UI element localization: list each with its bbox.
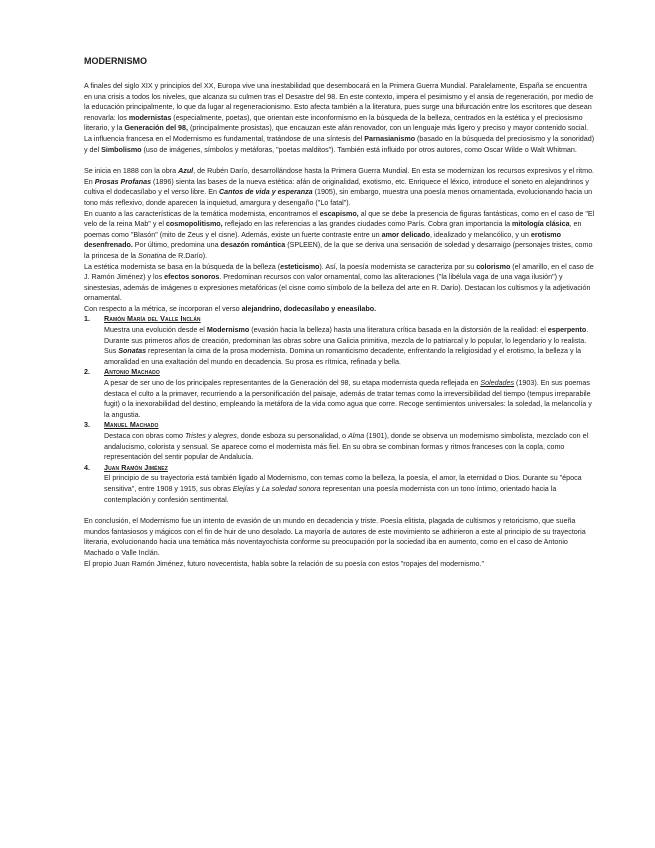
conclusion-paragraph: En conclusión, el Modernismo fue un intento de evasión de un mundo en decadencia y triste. Poesía elitista, plagada de cultismos y retoricismo, que sueña mundos fantasiosos y mágicos con el fin de huir de uno desolado. La mayoría de autores de este movimiento se adhirieron a este al principio de su trayectoria literaria, evolucionando hacia una temática más noventayochista conforme su preocupación por la sociedad iba en aumento, como en el caso de Antonio Machado o Valle Inclán. (84, 517, 586, 557)
list-item (84, 463, 595, 505)
intro-paragraph-2: La influencia francesa en el Modernismo es fundamental, tratándose de una síntesis del Parnasianismo (basado en la búsqueda del preciosismo y la sonoridad) y del Simbolismo (uso de imágenes, símbolos y metáforas, "poetas malditos"). También está influido por otros autores, como Oscar Wilde o Walt Whitman. (84, 134, 595, 154)
list-number: 4. (84, 463, 90, 472)
list-item (84, 367, 595, 420)
author-heading: Manuel Machado (104, 421, 159, 430)
body-paragraph-origin: Se inicia en 1888 con la obra Azul, de Rubén Darío, desarrollándose hasta la Primera Guerra Mundial. En esta se modernizan los recursos expresivos y el ritmo. En Prosas Profanas (1896) sienta las bases de la nueva estética: afán de originalidad, exotismo, etc. Enriquece el léxico, introduce el soneto en alejandrinos y cultiva el dodecasílabo y el verso libre. En Cantos de vida y esperanza (1905), sin embargo, muestra una poesía menos ornamentada, evolucionando hacia un tono más reflexivo, donde aparecen la inquietud, amargura y desengaño ("Lo fatal"). (84, 167, 595, 207)
author-heading: Antonio Machado (104, 368, 160, 377)
list-number: 3. (84, 421, 90, 430)
author-paragraph: Muestra una evolución desde el Modernismo (evasión hacia la belleza) hasta una literatura crítica basada en la distorsión de la realidad: el esperpento. Durante sus primeros años de creación, predominan las obras sobre una Galicia primitiva, mezcla de lo patriarcal y lo popular, lo legendario y lo realista. (104, 326, 589, 345)
intro-paragraph-1: A finales del siglo XIX y principios del XX, Europa vive una inestabilidad que desembocará en la Primera Guerra Mundial. Paralelamente, España se encuentra en una crisis a todos los niveles, que alcanza su culmen tras el Desastre del 98. En este contexto, impera el pesimismo y el ansia de regeneración, por medio de la educación principalmente, lo que da lugar al regeneracionismo. Esto afecta también a la literatura, pues surge una bifurcación entre los escritores que desean renovarla: los modernistas (especialmente, poetas), que orientan este inconformismo en la búsqueda de la belleza, centrados en la estética y el preciosismo literario, y la Generación del 98, (principalmente prosistas), que encauzan este afán renovador, con un lenguaje más ligero y preciso y mayor contenido social. (84, 82, 594, 133)
author-paragraph: A pesar de ser uno de los principales representantes de la Generación del 98, su etapa modernista queda reflejada en Soledades (1903). En sus poemas destaca el culto a la primaver, recurriendo a la personificación del paisaje, además de tratar temas como la irreversibilidad del tiempo (tempus irreparabile fugit) o la inexorabilidad del destino, empleando la metáfora de la vida como agua que corre. Recoge sentimientos universales: la soledad, la melancolía y la angustia. (104, 379, 592, 419)
page-title: MODERNISMO (84, 56, 147, 66)
list-item (84, 420, 595, 462)
body-paragraph-metrics: Con respecto a la métrica, se incorporan el verso alejandrino, dodecasílabo y eneasílabo. (84, 304, 377, 313)
list-item (84, 314, 595, 367)
authors-list (84, 314, 595, 505)
author-paragraph: Destaca con obras como Tristes y alegres, donde esboza su personalidad, o Alma (1901), donde se observa un modernismo simbolista, mezclado con el andalucismo, colorista y sensual. Se aparece como el modernista más fiel. En su obra se combinan formas y ritmos franceses con la copla, como representación del sentir popular de Andalucía. (104, 432, 589, 462)
author-paragraph: El principio de su trayectoria está también ligado al Modernismo, con temas como la belleza, la poesía, el amor, la eternidad o Dios. Durante su "época sensitiva", entre 1908 y 1915, sus obras Elejías y La soledad sonora representan una poesía modernista con un tono íntimo, orientado hacia la contemplación y confesión sentimental. (104, 474, 582, 504)
closing-paragraph: El propio Juan Ramón Jiménez, futuro novecentista, habla sobre la relación de su poesía con estos "ropajes del modernismo." (84, 559, 485, 568)
list-number: 2. (84, 368, 90, 377)
list-number: 1. (84, 315, 90, 324)
author-heading: Juan Ramón Jiménez (104, 463, 168, 472)
body-paragraph-aesthetics: La estética modernista se basa en la búsqueda de la belleza (esteticismo). Así, la poesía modernista se caracteriza por su colorismo (el amarillo, en el caso de J. Ramón Jiménez) y los efectos sonoros. Predominan recursos con valor ornamental, como las aliteraciones ("la libélula vaga de una vaga ilusión") y sinestesias, además de imágenes o expresiones metafóricas (el cisne como símbolo de la belleza del arte en R. Darío). Destacan los cultismos y la adjetivación ornamental. (84, 262, 594, 303)
author-heading: Ramón María del Valle Inclán (104, 315, 201, 324)
body-paragraph-themes: En cuanto a las características de la temática modernista, encontramos el escapismo, al que se debe la presencia de figuras fantásticas, como en el caso de "El velo de la reina Mab" y el cosmopolitismo, reflejado en las referencias a las grandes ciudades como París. Cobra gran importancia la mitología clásica, en poemas como "Blasón" (mito de Zeus y el cisne). Además, existe un fuerte contraste entre un amor delicado, idealizado y melancólico, y un erotismo desenfrenado. Por último, predomina una desazón romántica (SPLEEN), de la que se deriva una sensación de soledad y desarraigo (personajes tristes, como la princesa de la Sonatina de R.Darío). (84, 209, 595, 260)
author-paragraph: Sus Sonatas representan la cima de la prosa modernista. Domina un romanticismo decadente, enfrentando la religiosidad y el erotismo, la belleza y la amoralidad en una exaltación del mundo en decadencia. Su prosa es rítmica, refinada y bella. (104, 347, 582, 366)
